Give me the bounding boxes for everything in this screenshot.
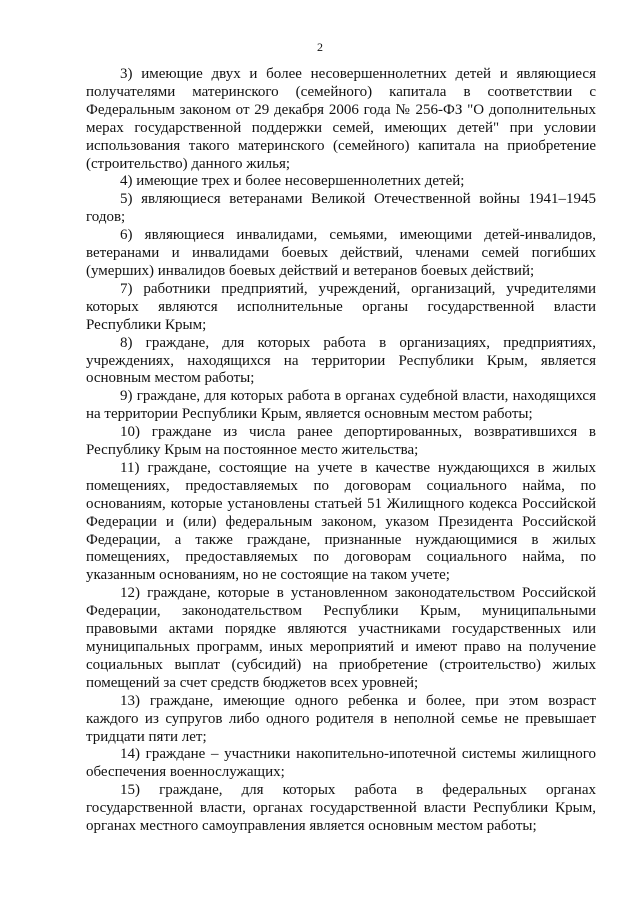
list-item-10: 10) граждане из числа ранее депортированных, возвратившихся в Республику Крым на постоянное место жительства; xyxy=(86,424,596,459)
list-item-8: 8) граждане, для которых работа в организациях, предприятиях, учреждениях, находящихся на территории Республики Крым, является основным местом работы; xyxy=(86,334,596,387)
list-item-14: 14) граждане – участники накопительно-ипотечной системы жилищного обеспечения военнослужащих; xyxy=(86,746,596,781)
list-item-6: 6) являющиеся инвалидами, семьями, имеющими детей-инвалидов, ветеранами и инвалидами боевых действий, членами семей погибших (умерших) инвалидов боевых действий и ветеранов боевых действий; xyxy=(86,227,596,279)
list-item-13: 13) граждане, имеющие одного ребенка и более, при этом возраст каждого из супругов либо одного родителя в неполной семье не превышает тридцати пяти лет; xyxy=(86,692,596,745)
list-item-11: 11) граждане, состоящие на учете в качестве нуждающихся в жилых помещениях, предоставляемых по договорам социального найма, по основаниям, которые установлены статьей 51 Жилищного кодекса Российской Федерации и (или) федеральным законом, указом Президента Российской Федерации, а также граждане, признанные нуждающимися в жилых помещениях, предоставляемых по договорам социального найма, по указанным основаниям, но не состоящие на таком учете; xyxy=(86,459,596,584)
list-item-3: 3) имеющие двух и более несовершеннолетних детей и являющиеся получателями материнского (семейного) капитала в соответствии с Федеральным законом от 29 декабря 2006 года № 256-ФЗ "О дополнительных мерах государственной поддержки семей, имеющих детей" при условии использования такого материнского (семейного) капитала на приобретение (строительство) данного жилья; xyxy=(86,66,596,172)
list-item-5: 5) являющиеся ветеранами Великой Отечественной войны 1941–1945 годов; xyxy=(86,191,596,226)
list-item-7: 7) работники предприятий, учреждений, организаций, учредителями которых являются исполнительные органы государственной власти Республики Крым; xyxy=(86,280,596,333)
list-item-9: 9) граждане, для которых работа в органах судебной власти, находящихся на территории Республики Крым, является основным местом работы; xyxy=(86,388,596,423)
list-item-4: 4) имеющие трех и более несовершеннолетних детей; xyxy=(120,173,465,190)
document-body xyxy=(86,66,596,836)
list-item-12: 12) граждане, которые в установленном законодательством Российской Федерации, законодательством Республики Крым, муниципальными правовыми актами порядке являются участниками государственных или муниципальных программ, иных мероприятий и имеют право на получение социальных выплат (субсидий) на приобретение (строительство) жилых помещений за счет средств бюджетов всех уровней; xyxy=(86,585,596,691)
page-number: 2 xyxy=(317,40,323,54)
list-item-15: 15) граждане, для которых работа в федеральных органах государственной власти, органах государственной власти Республики Крым, органах местного самоуправления является основным местом работы; xyxy=(86,782,596,835)
